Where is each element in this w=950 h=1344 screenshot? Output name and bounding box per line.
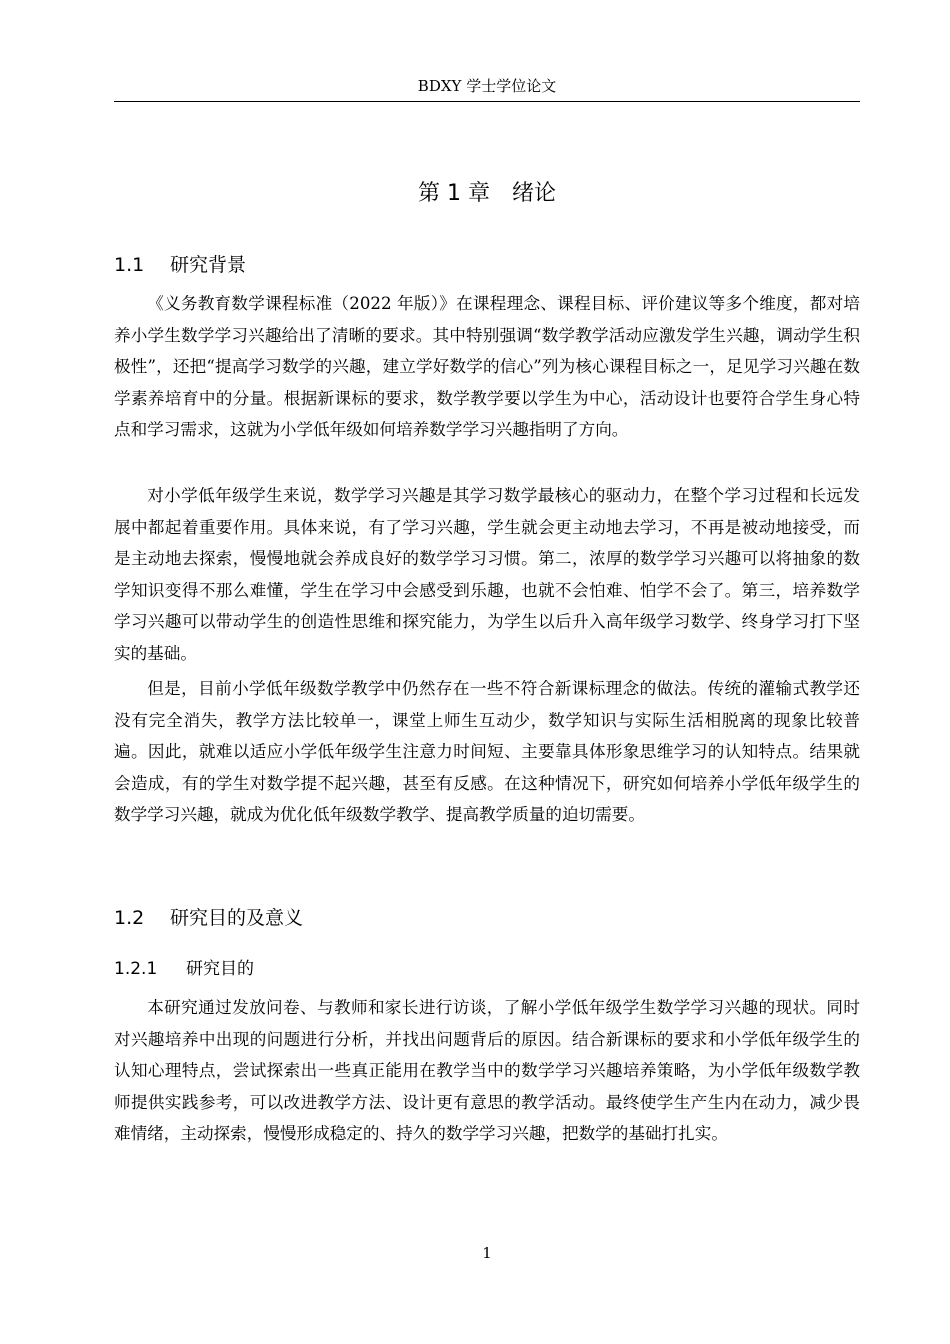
running-header: BDXY 学士学位论文 xyxy=(417,77,557,95)
section-number: 1.2 xyxy=(114,907,145,929)
section-title: 研究目的及意义 xyxy=(170,907,304,929)
subsection-number: 1.2.1 xyxy=(114,959,158,979)
paragraph: 本研究通过发放问卷、与教师和家长进行访谈，了解小学低年级学生数学学习兴趣的现状。同时对兴趣培养中出现的问题进行分析，并找出问题背后的原因。结合新课标的要求和小学低年级学生的认知心理特点，尝试探索出一些真正能用在教学当中的数学学习兴趣培养策略，为小学低年级数学教师提供实践参考，可以改进教学方法、设计更有意思的教学活动。最终使学生产生内在动力，减少畏难情绪，主动探索，慢慢形成稳定的、持久的数学学习兴趣，把数学的基础打扎实。 xyxy=(114,998,860,1143)
subsection-heading-1-2-1 xyxy=(114,956,254,982)
paragraph: 但是，目前小学低年级数学教学中仍然存在一些不符合新课标理念的做法。传统的灌输式教学还没有完全消失，教学方法比较单一，课堂上师生互动少，数学知识与实际生活相脱离的现象比较普遍。因此，就难以适应小学低年级学生注意力时间短、主要靠具体形象思维学习的认知特点。结果就会造成，有的学生对数学提不起兴趣，甚至有反感。在这种情况下，研究如何培养小学低年级学生的数学学习兴趣，就成为优化低年级数学教学、提高教学质量的迫切需要。 xyxy=(114,679,860,824)
section-title: 研究背景 xyxy=(170,254,247,276)
paragraph: 《义务教育数学课程标准（2022 年版）》在课程理念、课程目标、评价建议等多个维度，都对培养小学生数学学习兴趣给出了清晰的要求。其中特别强调“数学教学活动应激发学生兴趣，调动学生积极性”，还把“提高学习数学的兴趣，建立学好数学的信心”列为核心课程目标之一，足见学习兴趣在数学素养培育中的分量。根据新课标的要求，数学教学要以学生为中心，活动设计也要符合学生身心特点和学习需求，这就为小学低年级如何培养数学学习兴趣指明了方向。 xyxy=(114,294,860,439)
subsection-title: 研究目的 xyxy=(186,959,254,979)
section-heading-1-1 xyxy=(114,251,246,279)
paragraph: 对小学低年级学生来说，数学学习兴趣是其学习数学最核心的驱动力，在整个学习过程和长远发展中都起着重要作用。具体来说，有了学习兴趣，学生就会更主动地去学习，不再是被动地接受，而是主动地去探索，慢慢地就会养成良好的数学学习习惯。第二，浓厚的数学学习兴趣可以将抽象的数学知识变得不那么难懂，学生在学习中会感受到乐趣，也就不会怕难、怕学不会了。第三，培养数学学习兴趣可以带动学生的创造性思维和探究能力，为学生以后升入高年级学习数学、终身学习打下坚实的基础。 xyxy=(114,486,860,663)
section-heading-1-2 xyxy=(114,904,303,932)
section-number: 1.1 xyxy=(114,254,145,276)
header-divider xyxy=(114,101,860,102)
chapter-title: 第 1 章 绪论 xyxy=(418,181,556,206)
page-number: 1 xyxy=(482,1244,492,1262)
